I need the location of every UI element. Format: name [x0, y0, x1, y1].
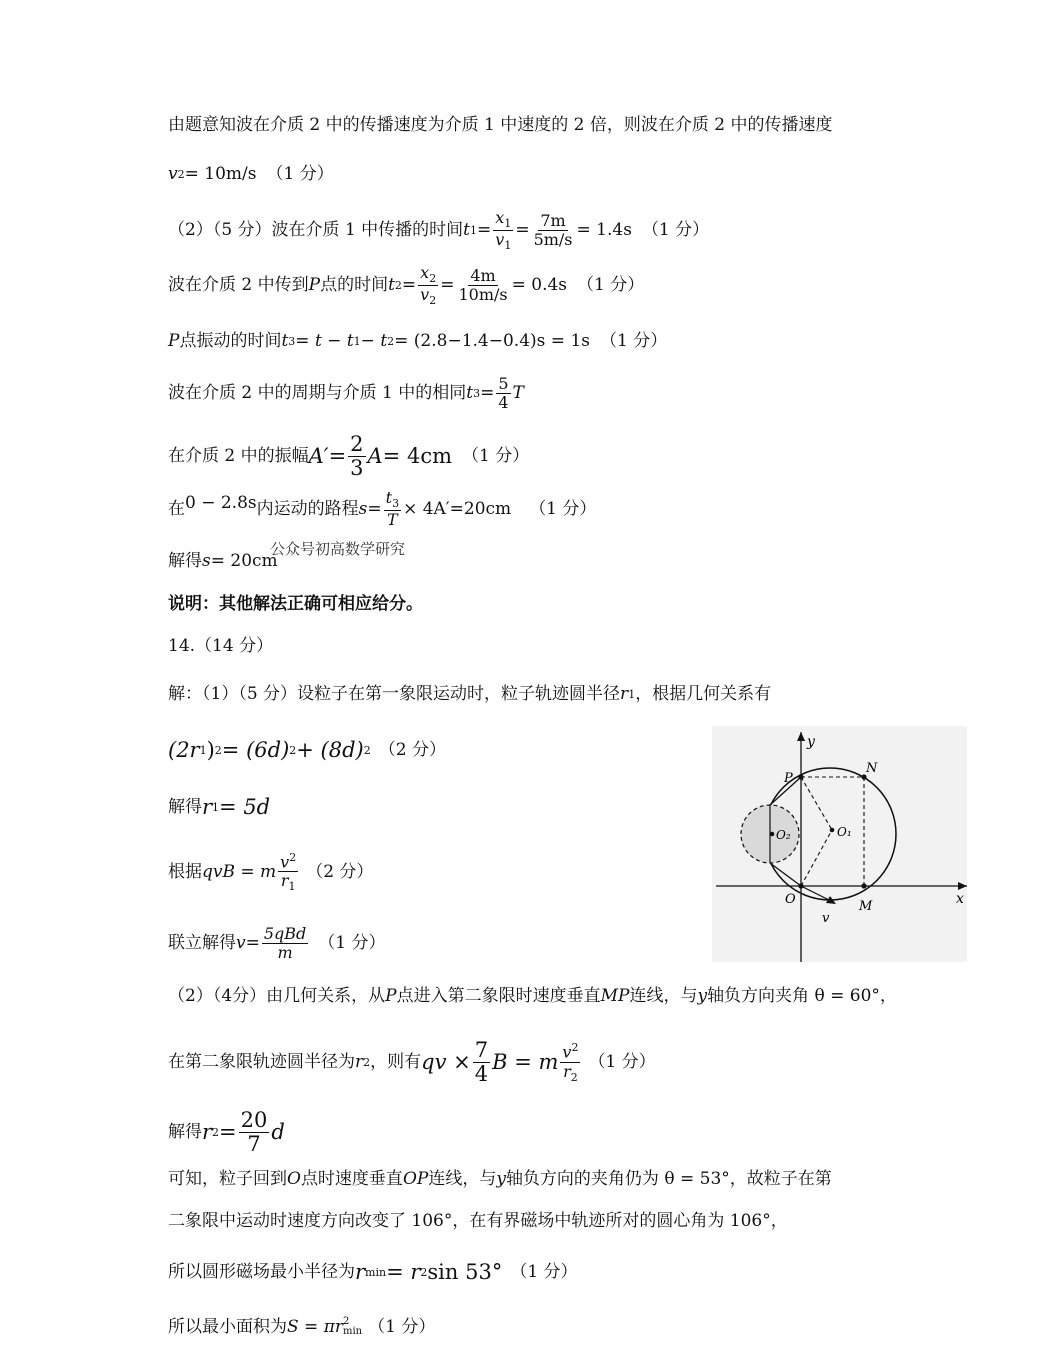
expr: qv ×: [421, 1050, 471, 1074]
line-text: 二象限中运动时速度方向改变了 106°，在有界磁场中轨迹所对的圆心角为 106°，: [168, 1211, 788, 1231]
prefix: 解得: [168, 551, 202, 571]
score: （1 分）: [599, 331, 668, 351]
prefix: （2）（4分）由几何关系，从: [168, 986, 386, 1006]
var-r: r: [620, 684, 629, 704]
expr: + (8d): [296, 738, 364, 762]
text-line-2: [168, 166, 334, 183]
score: （1 分）: [462, 446, 530, 466]
sub: 3: [473, 387, 481, 400]
mid: 点时速度垂直: [300, 1169, 403, 1189]
sub: 2: [429, 294, 437, 308]
den: 4: [474, 1062, 489, 1086]
question-number: 14.（14 分）: [168, 636, 274, 656]
fraction: [418, 265, 438, 306]
var-r: r: [202, 795, 213, 819]
score: （1 分）: [588, 1052, 656, 1072]
particle-trajectory-diagram: [712, 726, 967, 962]
watermark: 公众号初高数学研究: [270, 540, 406, 558]
sup: 2: [571, 1041, 579, 1055]
range: 0 − 2.8s: [185, 492, 257, 513]
prefix: 波在介质 2 中的周期与介质 1 中的相同: [168, 383, 467, 403]
score: （1 分）: [266, 164, 334, 184]
score: （1 分）: [577, 275, 645, 296]
text-line-5: [168, 333, 667, 350]
mid: 连线，与: [629, 986, 698, 1006]
sub: 1: [199, 744, 207, 757]
expr: (2r: [168, 738, 200, 762]
num: x: [420, 263, 430, 282]
den: 10m/s: [458, 285, 508, 305]
rest: ，根据几何关系有: [635, 684, 772, 704]
num: x: [495, 208, 505, 227]
den: 4: [498, 393, 509, 412]
var-P: P: [168, 331, 180, 351]
text-line-11: [168, 638, 273, 655]
num: 5qBd: [263, 924, 307, 943]
prefix: 根据: [168, 861, 202, 882]
fraction: [493, 210, 513, 251]
label-o: O: [785, 892, 796, 907]
expr: sin 53°: [427, 1260, 503, 1284]
sup: 2: [343, 1316, 350, 1327]
sub: 2: [394, 279, 402, 293]
score: （1 分）: [529, 498, 597, 519]
sub: 1: [504, 239, 512, 253]
sup: 2: [214, 744, 222, 757]
text-line-7: [168, 434, 529, 479]
score: （1 分）: [641, 220, 710, 241]
text-line-9: [168, 553, 278, 570]
var-MP: MP: [600, 986, 630, 1006]
sub: 1: [353, 335, 361, 348]
den: v: [420, 285, 430, 305]
eq: =: [245, 933, 260, 953]
sub: 1: [504, 217, 512, 231]
expr: − t: [360, 331, 388, 351]
fraction: [532, 213, 575, 248]
mid: 点的时间: [320, 275, 389, 296]
den: m: [277, 943, 293, 962]
text-line-21: [168, 1213, 788, 1230]
prefix: 解得: [168, 797, 202, 817]
sub: 2: [420, 1266, 428, 1279]
fraction: [239, 1110, 270, 1155]
sub: 1: [288, 880, 296, 894]
mid: 点进入第二象限时速度垂直: [396, 986, 601, 1006]
sub: 2: [177, 168, 185, 181]
num: 5: [498, 374, 509, 393]
sup-sub-stack: [343, 1317, 362, 1337]
text-line-8: [168, 490, 596, 528]
expr: = 10m/s: [184, 164, 257, 184]
num: 20: [240, 1108, 268, 1132]
prefix: 解：（1）（5 分）设粒子在第一象限运动时，粒子轨迹圆半径: [168, 684, 621, 704]
expr: S = πr: [287, 1316, 343, 1337]
den: r: [563, 1061, 571, 1081]
text-line-4: 波在介质 2 中传到 P 点的时间 t 2 = $\frac{x_2}{v_2}$ = $\frac{4m}{10m/s}$ = 0.4s （1 分）: [168, 263, 645, 308]
label-p: P: [784, 771, 793, 786]
score: （1 分）: [510, 1262, 578, 1282]
point-p: [798, 774, 803, 779]
sub: 2: [363, 1056, 371, 1069]
var-d: d: [271, 1120, 285, 1144]
fraction: [348, 434, 365, 479]
var-T: T: [512, 383, 524, 403]
num: 2: [350, 432, 364, 456]
prefix: 联立解得: [168, 933, 236, 953]
eq: =: [480, 383, 495, 403]
den: r: [280, 871, 289, 891]
text-line-20: [168, 1171, 832, 1188]
text-line-3: （2）（5 分）波在介质 1 中传播的时间 t 1 = $\frac{x_1}{v_1}$ = $\frac{7m}{5m/s}$ = 1.4s （1 分）: [168, 208, 710, 253]
prefix: 所以最小面积为: [168, 1316, 287, 1337]
prefix: 所以圆形磁场最小半径为: [168, 1262, 355, 1282]
var-t: t: [388, 275, 395, 296]
prefix: 点振动的时间: [179, 331, 282, 351]
den: v: [495, 230, 505, 250]
mid: 内运动的路程: [256, 498, 359, 519]
expr: B = m: [492, 1050, 559, 1074]
point-m: [861, 883, 866, 888]
var-O: O: [287, 1169, 301, 1189]
eq: =: [367, 498, 382, 519]
var-s: s: [358, 498, 368, 519]
result: = 0.4s: [511, 275, 568, 296]
point-o2: [770, 832, 775, 837]
fraction: [496, 376, 510, 411]
text-line-1: [168, 117, 833, 134]
eq: =: [219, 1120, 237, 1144]
sup: 2: [363, 744, 371, 757]
var-y: y: [697, 986, 708, 1006]
prefix: 在: [168, 498, 185, 519]
expr: = r: [386, 1260, 421, 1284]
num: 7m: [540, 211, 566, 231]
sup: 2: [289, 851, 297, 864]
fraction: [278, 852, 298, 893]
eq: =: [477, 220, 492, 241]
text-line-6: [168, 376, 524, 411]
num: t: [385, 488, 393, 507]
prefix: 在介质 2 中的振幅: [168, 446, 309, 466]
line-text: 由题意知波在介质 2 中的传播速度为介质 1 中速度的 2 倍，则波在介质 2 中的传播速度: [168, 115, 833, 135]
prefix: 波在介质 2 中传到: [168, 275, 309, 296]
result: = 1.4s: [576, 220, 632, 241]
var-r: r: [355, 1260, 366, 1284]
sub: min: [343, 1326, 363, 1337]
text-line-19: [168, 1110, 285, 1155]
sub: 1: [628, 688, 636, 701]
sub: 1: [212, 801, 220, 814]
result: = 4cm: [382, 444, 453, 468]
score: （2 分）: [378, 740, 446, 760]
sub: 2: [212, 1126, 220, 1139]
prefix: （2）（5 分）波在介质 1 中传播的时间: [168, 220, 464, 241]
eq: =: [328, 444, 347, 468]
sup: 2: [289, 744, 297, 757]
label-v: v: [822, 911, 830, 926]
den: 7: [247, 1132, 261, 1156]
point-o: [798, 883, 803, 888]
note: 说明：其他解法正确可相应给分。: [168, 594, 423, 614]
sub: 2: [387, 335, 395, 348]
label-o2: O₂: [776, 828, 791, 842]
prefix: 可知，粒子回到: [168, 1169, 287, 1189]
rest: 轴负方向的夹角仍为 θ = 53°，故粒子在第: [505, 1169, 832, 1189]
label-m: M: [859, 899, 873, 914]
expr: qvB = m: [202, 861, 277, 882]
den: 3: [350, 456, 364, 480]
num: 4m: [470, 266, 496, 286]
text-line-13: [168, 740, 446, 761]
expr: = (6d): [221, 738, 290, 762]
text-line-23: [168, 1317, 435, 1337]
var-t: t: [463, 220, 471, 241]
text-line-14: [168, 797, 270, 818]
label-n: N: [866, 761, 878, 776]
text-line-15: [168, 852, 373, 893]
fraction: [456, 268, 509, 303]
score: （1 分）: [368, 1316, 436, 1337]
sub: min: [365, 1266, 387, 1279]
expr: = t − t: [295, 331, 354, 351]
fraction: [560, 1042, 580, 1083]
fraction: [473, 1040, 490, 1085]
expr: = (2.8−1.4−0.4)s = 1s: [394, 331, 590, 351]
sub: 3: [392, 497, 400, 511]
point-o1: [830, 828, 835, 833]
num: 7: [474, 1038, 489, 1062]
var-P: P: [308, 275, 321, 296]
eq: =: [401, 275, 417, 296]
sub: 2: [429, 272, 437, 286]
result: = 20cm: [210, 551, 278, 571]
rest: × 4A′=20cm: [403, 498, 512, 519]
var-A-prime: A′: [308, 444, 329, 468]
text-line-17: [168, 988, 897, 1005]
var-y: y: [496, 1169, 506, 1189]
text-line-18: [168, 1040, 656, 1085]
fraction: [384, 490, 401, 528]
var-A: A: [367, 444, 383, 468]
var-OP: OP: [402, 1169, 429, 1189]
den: T: [387, 510, 398, 530]
mid: ，则有: [370, 1052, 422, 1072]
var-r: r: [202, 1120, 213, 1144]
text-line-22: [168, 1262, 578, 1283]
text-line-12: [168, 686, 771, 703]
rest: 轴负方向夹角 θ = 60°，: [707, 986, 897, 1006]
var-v: v: [236, 933, 246, 953]
text-line-10: [168, 596, 423, 613]
prefix: 在第二象限轨迹圆半径为: [168, 1052, 355, 1072]
result: = 5d: [219, 795, 271, 819]
sub: 3: [288, 335, 296, 348]
mid: 连线，与: [428, 1169, 497, 1189]
num: v: [562, 1042, 572, 1062]
sub: 1: [470, 224, 478, 238]
var-t: t: [281, 331, 289, 351]
num: v: [280, 852, 290, 872]
score: （1 分）: [318, 933, 386, 953]
text-line-16: [168, 926, 386, 961]
label-o1: O₁: [837, 825, 852, 839]
score: （2 分）: [306, 861, 374, 882]
label-y: y: [807, 734, 815, 750]
var-s: s: [202, 551, 211, 571]
sub: 2: [570, 1070, 578, 1084]
label-x: x: [956, 891, 964, 907]
den: 5m/s: [533, 230, 573, 250]
expr: ): [206, 738, 215, 762]
var-t: t: [466, 383, 474, 403]
prefix: 解得: [168, 1122, 202, 1142]
var-r: r: [355, 1052, 364, 1072]
var-P: P: [385, 986, 397, 1006]
fraction: [262, 926, 308, 961]
var-v: v: [168, 164, 178, 184]
